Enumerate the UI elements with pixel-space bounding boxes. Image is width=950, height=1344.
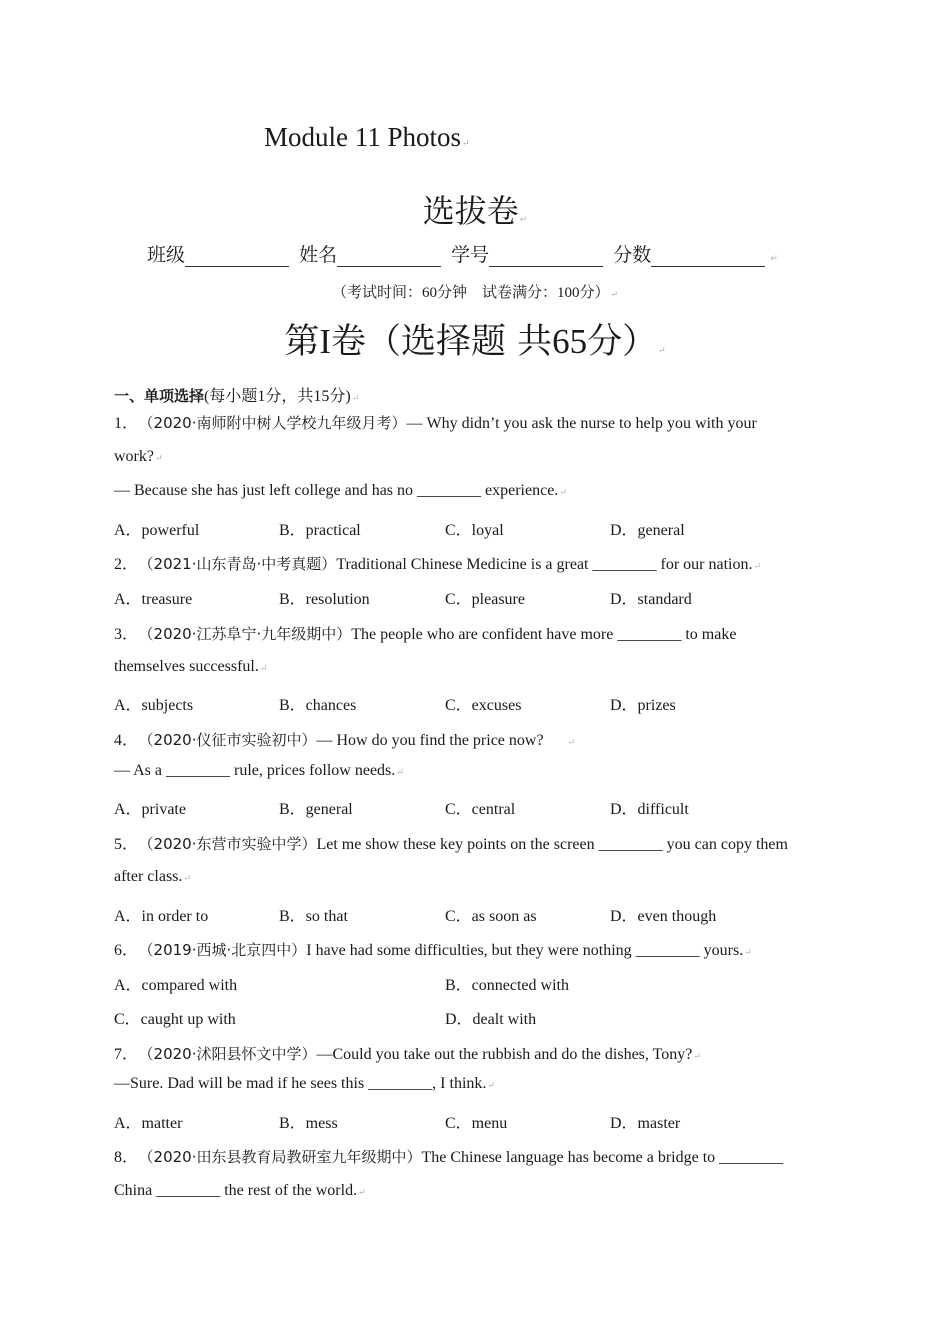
exam-title: 选拔卷↵ [422,192,528,230]
name-blank[interactable] [337,246,441,267]
q6-option-d[interactable]: D．dealt with [445,1011,537,1028]
question-8-line2: China ________ the rest of the world.↵ [114,1182,366,1199]
time-note: （考试时间：60分钟 试卷满分：100分）↵ [331,285,619,301]
q5-option-b[interactable]: B．so that [279,908,348,925]
q6-option-b[interactable]: B．connected with [445,977,569,994]
q3-option-b[interactable]: B．chances [279,697,357,714]
q3-option-d[interactable]: D．prizes [610,697,676,714]
q4-option-b[interactable]: B．general [279,801,353,818]
q2-option-a[interactable]: A．treasure [114,591,193,608]
q6-option-a[interactable]: A．compared with [114,977,238,994]
question-1-line3: — Because she has just left college and has no ________ experience.↵ [114,482,567,499]
student-id-label: 学号 [451,244,490,266]
question-4-line2: — As a ________ rule, prices follow needs.↵ [114,762,404,779]
q4-option-d[interactable]: D．difficult [610,801,689,818]
q4-option-c[interactable]: C．central [445,801,516,818]
section-title: 一、单项选择(每小题1分，共15分)↵ [114,387,360,405]
q7-option-d[interactable]: D．master [610,1115,681,1132]
class-blank[interactable] [185,246,289,267]
question-7-line2: —Sure. Dad will be mad if he sees this ________, I think.↵ [114,1075,495,1092]
q7-option-c[interactable]: C．menu [445,1115,508,1132]
score-blank[interactable] [651,246,765,267]
question-7: 7． （2020·沭阳县怀文中学）—Could you take out the rubbish and do the dishes, Tony?↵ [114,1045,701,1063]
question-5-line2: after class.↵ [114,868,191,885]
q7-option-a[interactable]: A．matter [114,1115,183,1132]
q1-option-c[interactable]: C．loyal [445,522,504,539]
q3-option-c[interactable]: C．excuses [445,697,522,714]
q6-option-c[interactable]: C．caught up with [114,1011,236,1028]
student-id-blank[interactable] [489,246,603,267]
q2-option-b[interactable]: B．resolution [279,591,370,608]
question-3-line2: themselves successful.↵ [114,658,268,675]
q4-option-a[interactable]: A．private [114,801,186,818]
q1-option-a[interactable]: A．powerful [114,522,200,539]
question-8: 8． （2020·田东县教育局教研室九年级期中）The Chinese language has become a bridge to ________ [114,1148,784,1166]
q1-option-d[interactable]: D．general [610,522,685,539]
q1-option-b[interactable]: B．practical [279,522,361,539]
score-label: 分数 [613,244,652,266]
question-1-line2: work?↵ [114,448,163,465]
question-4: 4． （2020·仪征市实验初中）— How do you find the price now? ↵ [114,731,576,749]
question-2: 2． （2021·山东青岛·中考真题）Traditional Chinese Medicine is a great ________ for our nation.↵ [114,555,762,573]
question-5: 5． （2020·东营市实验中学）Let me show these key points on the screen ________ you can copy them [114,835,788,853]
question-3: 3． （2020·江苏阜宁·九年级期中）The people who are confident have more ________ to make [114,625,737,643]
student-info-line: 班级 姓名 学号 分数 ↵ [147,244,778,266]
q2-option-d[interactable]: D．standard [610,591,692,608]
class-label: 班级 [147,244,186,266]
question-1: 1． （2020·南师附中树人学校九年级月考）— Why didn’t you ask the nurse to help you with your [114,414,757,432]
module-title: Module 11 Photos↵ [264,122,470,152]
name-label: 姓名 [299,244,338,266]
q5-option-c[interactable]: C．as soon as [445,908,537,925]
q3-option-a[interactable]: A．subjects [114,697,194,714]
question-6: 6． （2019·西城·北京四中）I have had some difficulties, but they were nothing ________ yours.↵ [114,941,752,959]
q5-option-d[interactable]: D．even though [610,908,717,925]
q2-option-c[interactable]: C．pleasure [445,591,525,608]
q7-option-b[interactable]: B．mess [279,1115,338,1132]
q5-option-a[interactable]: A．in order to [114,908,209,925]
part-title: 第I卷（选择题 共65分）↵ [284,322,666,362]
